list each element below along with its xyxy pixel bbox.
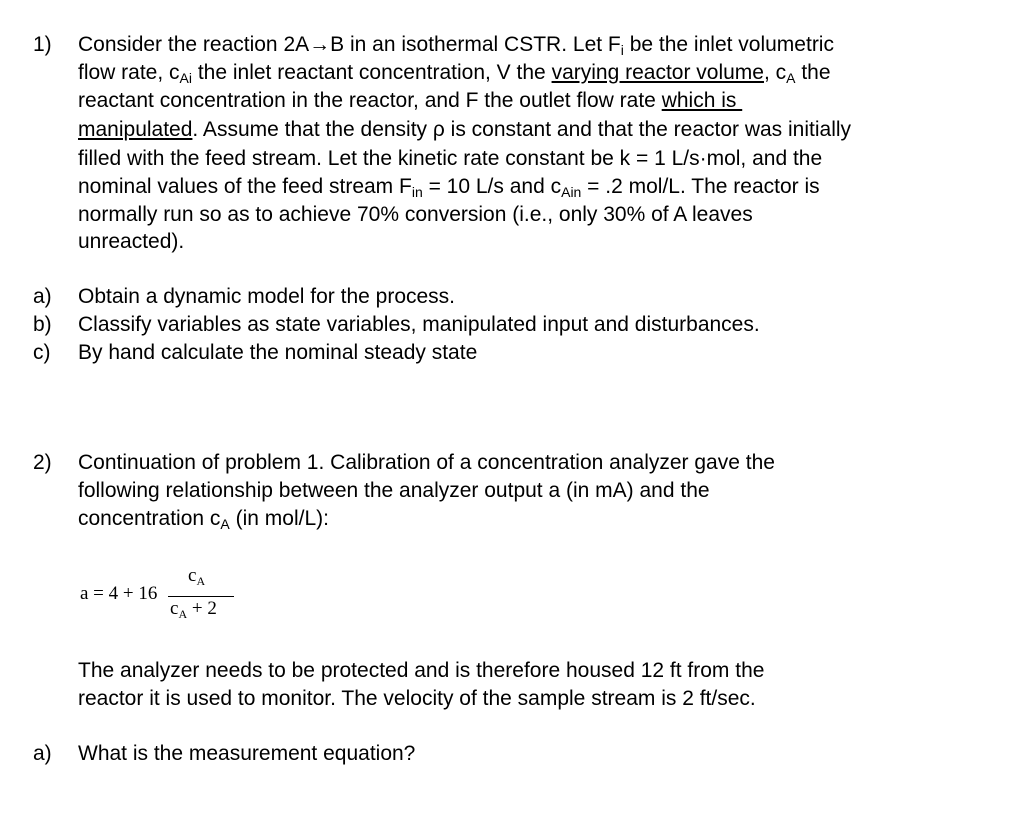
problem-1-part-b-label: b) bbox=[33, 313, 52, 336]
problem-2-line-5: reactor it is used to monitor. The velocity of the sample stream is 2 ft/sec. bbox=[78, 687, 756, 710]
problem-2-part-a-label: a) bbox=[33, 742, 52, 765]
problem-2-part-a-text: What is the measurement equation? bbox=[78, 742, 416, 765]
problem-1-number: 1) bbox=[33, 33, 52, 56]
problem-1-line-6: nominal values of the feed stream $F_{in} = 10$ L/s and $c_{Ain} = .2$ mol/L. The reactor is bbox=[78, 175, 820, 200]
problem-2-line-3: concentration $c_A$ (in mol/L): bbox=[78, 507, 329, 532]
problem-1-part-b-text: Classify variables as state variables, manipulated input and disturbances. bbox=[78, 313, 760, 336]
problem-1-line-2: flow rate, $c_{Ai}$ the inlet reactant concentration, V the varying reactor volume, $c_A$ the bbox=[78, 61, 831, 86]
problem-1-line-7: normally run so as to achieve 70% conversion (i.e., only 30% of A leaves bbox=[78, 203, 753, 226]
formula-denominator: $c_A + 2$ bbox=[170, 598, 217, 621]
problem-2-line-4: The analyzer needs to be protected and is therefore housed 12 ft from the bbox=[78, 659, 765, 682]
problem-2-line-1: Continuation of problem 1. Calibration of a concentration analyzer gave the bbox=[78, 451, 775, 474]
problem-1-line-3: reactant concentration in the reactor, and F the outlet flow rate which is bbox=[78, 89, 743, 112]
problem-1-part-c-label: c) bbox=[33, 341, 51, 364]
problem-1-part-a-text: Obtain a dynamic model for the process. bbox=[78, 285, 456, 308]
problem-1-part-a-label: a) bbox=[33, 285, 52, 308]
formula-lhs: a = 4 + 16 bbox=[80, 583, 158, 604]
problem-1-line-4: manipulated. Assume that the density ρ is constant and that the reactor was initially bbox=[78, 118, 852, 141]
problem-2-number: 2) bbox=[33, 451, 52, 474]
problem-1-line-1: Consider the reaction 2A→B in an isothermal CSTR. Let $F_i$ be the inlet volumetric bbox=[78, 33, 834, 58]
problem-1-line-5: filled with the feed stream. Let the kinetic rate constant be k = 1 L/s·mol, and the bbox=[78, 147, 823, 170]
formula-fraction-bar bbox=[168, 596, 234, 597]
formula-numerator: $c_A$ bbox=[188, 565, 206, 588]
problem-1-part-c-text: By hand calculate the nominal steady state bbox=[78, 341, 478, 364]
problem-2-line-2: following relationship between the analyzer output a (in mA) and the bbox=[78, 479, 710, 502]
problem-1-line-8: unreacted). bbox=[78, 230, 185, 253]
